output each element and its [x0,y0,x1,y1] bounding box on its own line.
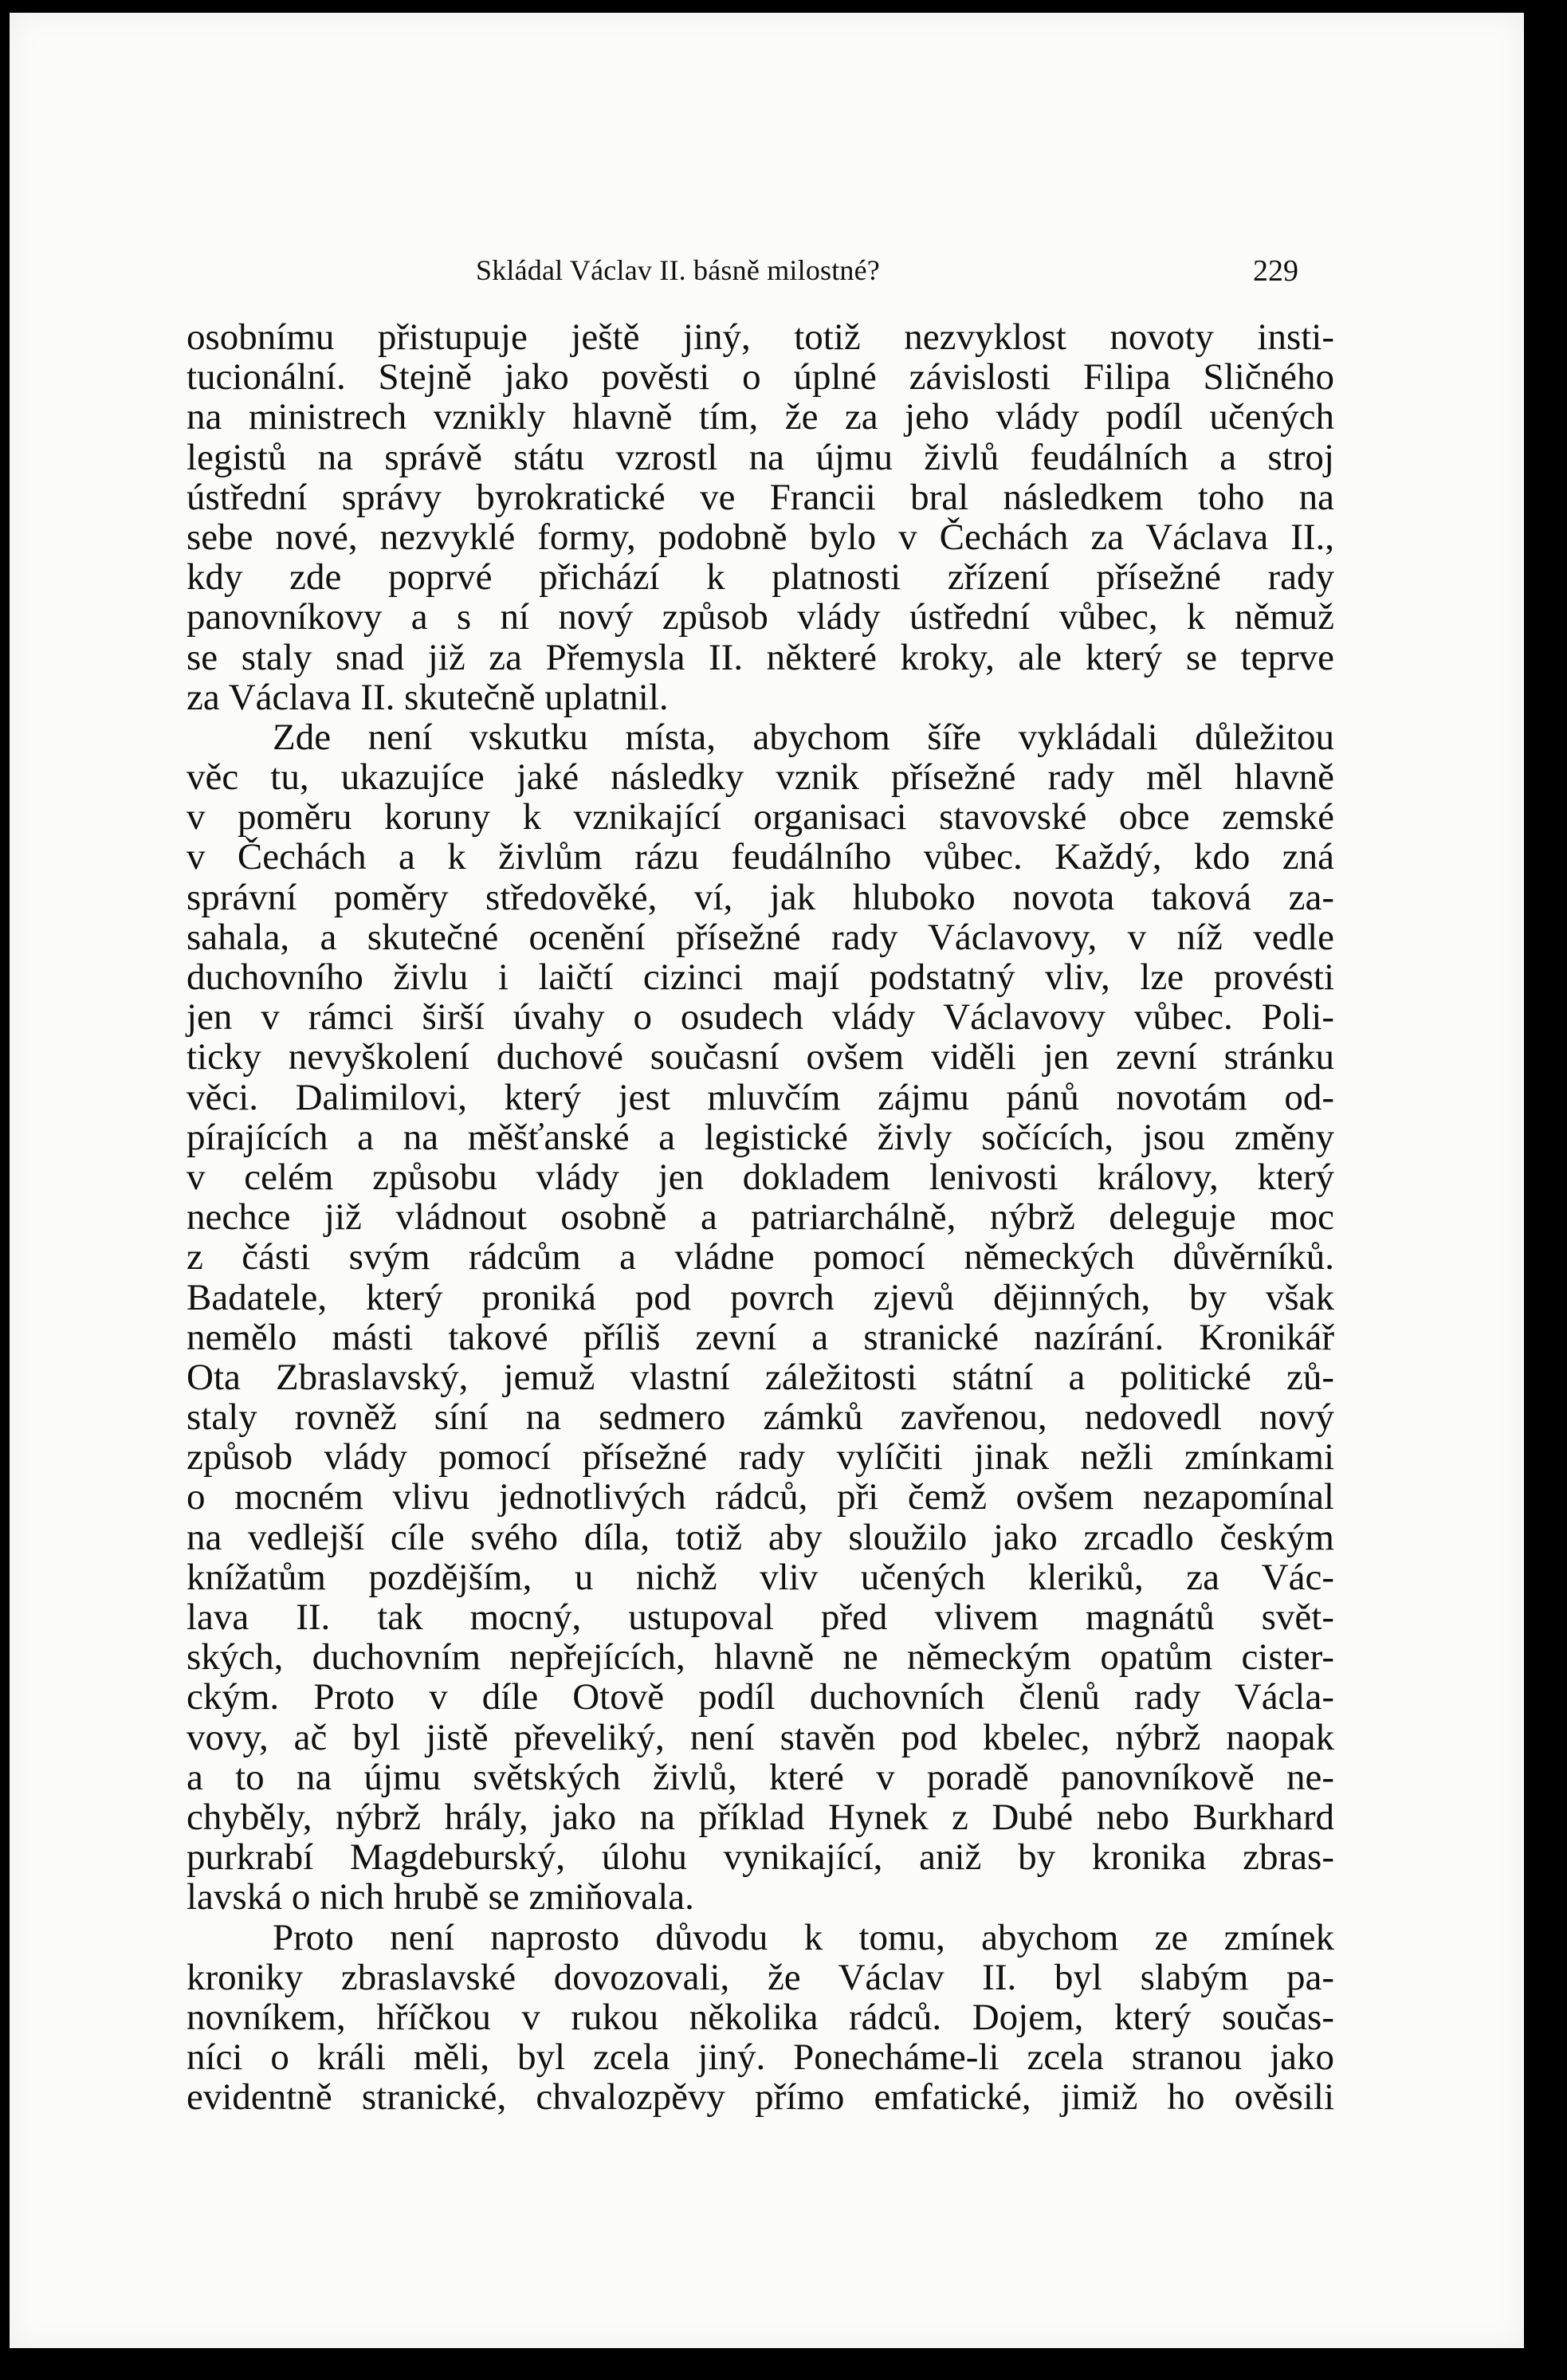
text-line: Badatele, který proniká pod povrch zjevů dějinných, by však [187,1276,1334,1318]
text-line: sebe nové, nezvyklé formy, podobně bylo v Čechách za Václava II., [187,516,1334,558]
text-line: purkrabí Magdeburský, úlohu vynikající, aniž by kronika zbras- [187,1836,1334,1879]
text-line: o mocném vlivu jednotlivých rádců, při čemž ovšem nezapomínal [187,1476,1334,1518]
text-line: staly rovněž síní na sedmero zámků zavřenou, nedovedl nový [187,1396,1334,1439]
text-line: nechce již vládnout osobně a patriarchálně, nýbrž deleguje moc [187,1196,1334,1239]
text-line: kdy zde poprvé přichází k platnosti zřízení přísežné rady [187,556,1334,599]
text-line: v poměru koruny k vznikající organisaci stavovské obce zemské [187,796,1334,838]
text-line: Proto není naprosto důvodu k tomu, abychom ze zmínek [273,1916,1334,1958]
text-line: Ota Zbraslavský, jemuž vlastní záležitosti státní a politické zů- [187,1356,1334,1398]
text-line: osobnímu přistupuje ještě jiný, totiž nezvyklost novoty insti- [187,316,1334,358]
text-line: nemělo másti takové příliš zevní a stranické nazírání. Kronikář [187,1316,1334,1358]
text-line: a to na újmu světských živlů, které v poradě panovníkově ne- [187,1756,1334,1798]
body-text [187,317,1334,2117]
text-line: způsob vlády pomocí přísežné rady vylíčiti jinak nežli zmínkami [187,1436,1334,1479]
page-header [10,253,1524,301]
text-line: jen v rámci širší úvahy o osudech vlády Václavovy vůbec. Poli- [187,996,1334,1039]
text-line: Zde není vskutku místa, abychom šíře vykládali důležitou [273,716,1334,758]
text-line: pírajících a na měšťanské a legistické živly sočících, jsou změny [187,1116,1334,1158]
text-line: chyběly, nýbrž hrály, jako na příklad Hynek z Dubé nebo Burkhard [187,1796,1334,1838]
text-line: se staly snad již za Přemysla II. některé kroky, ale který se teprve [187,636,1334,678]
text-line: ských, duchovním nepřejících, hlavně ne německým opatům cister- [187,1636,1334,1679]
text-line: ústřední správy byrokratické ve Francii bral následkem toho na [187,476,1334,518]
text-line: legistů na správě státu vzrostl na újmu živlů feudálních a stroj [187,436,1334,478]
text-line: v celém způsobu vlády jen dokladem lenivosti královy, který [187,1156,1334,1198]
text-line: ckým. Proto v díle Otově podíl duchovních členů rady Václa- [187,1676,1334,1718]
text-line: tucionální. Stejně jako pověsti o úplné závislosti Filipa Sličného [187,356,1334,399]
text-line: na vedlejší cíle svého díla, totiž aby sloužilo jako zrcadlo českým [187,1516,1334,1558]
text-line: správní poměry středověké, ví, jak hluboko novota taková za- [187,876,1334,918]
text-line: panovníkovy a s ní nový způsob vlády ústřední vůbec, k němuž [187,596,1334,638]
text-line: na ministrech vznikly hlavně tím, že za jeho vlády podíl učených [187,396,1334,438]
page-number: 229 [1253,254,1298,288]
text-line: níci o králi měli, byl zcela jiný. Ponecháme-li zcela stranou jako [187,2036,1334,2079]
text-line: věc tu, ukazujíce jaké následky vznik přísežné rady měl hlavně [187,756,1334,799]
text-line: z části svým rádcům a vládne pomocí německých důvěrníků. [187,1236,1334,1278]
text-line: kroniky zbraslavské dovozovali, že Václav II. byl slabým pa- [187,1956,1334,1998]
text-line: za Václava II. skutečně uplatnil. [187,676,669,718]
text-line: knížatům pozdějším, u nichž vliv učených kleriků, za Vác- [187,1556,1334,1598]
text-line: duchovního živlu i laičtí cizinci mají podstatný vliv, lze provésti [187,956,1334,998]
text-line: lava II. tak mocný, ustupoval před vlivem magnátů svět- [187,1596,1334,1638]
text-line: novníkem, hříčkou v rukou několika rádců. Dojem, který součas- [187,1996,1334,2038]
text-line: lavská o nich hrubě se zmiňovala. [187,1876,694,1919]
text-line: ticky nevyškolení duchové současní ovšem viděli jen zevní stránku [187,1036,1334,1078]
running-head: Skládal Václav II. básně milostné? [476,254,880,286]
book-page [10,13,1524,2348]
text-line: vovy, ač byl jistě převeliký, není stavěn pod kbelec, nýbrž naopak [187,1716,1334,1758]
text-line: v Čechách a k živlům rázu feudálního vůbec. Každý, kdo zná [187,836,1334,878]
text-line: věci. Dalimilovi, který jest mluvčím zájmu pánů novotám od- [187,1076,1334,1118]
text-line: evidentně stranické, chvalozpěvy přímo emfatické, jimiž ho ověsili [187,2076,1334,2119]
text-line: sahala, a skutečné ocenění přísežné rady Václavovy, v níž vedle [187,916,1334,958]
